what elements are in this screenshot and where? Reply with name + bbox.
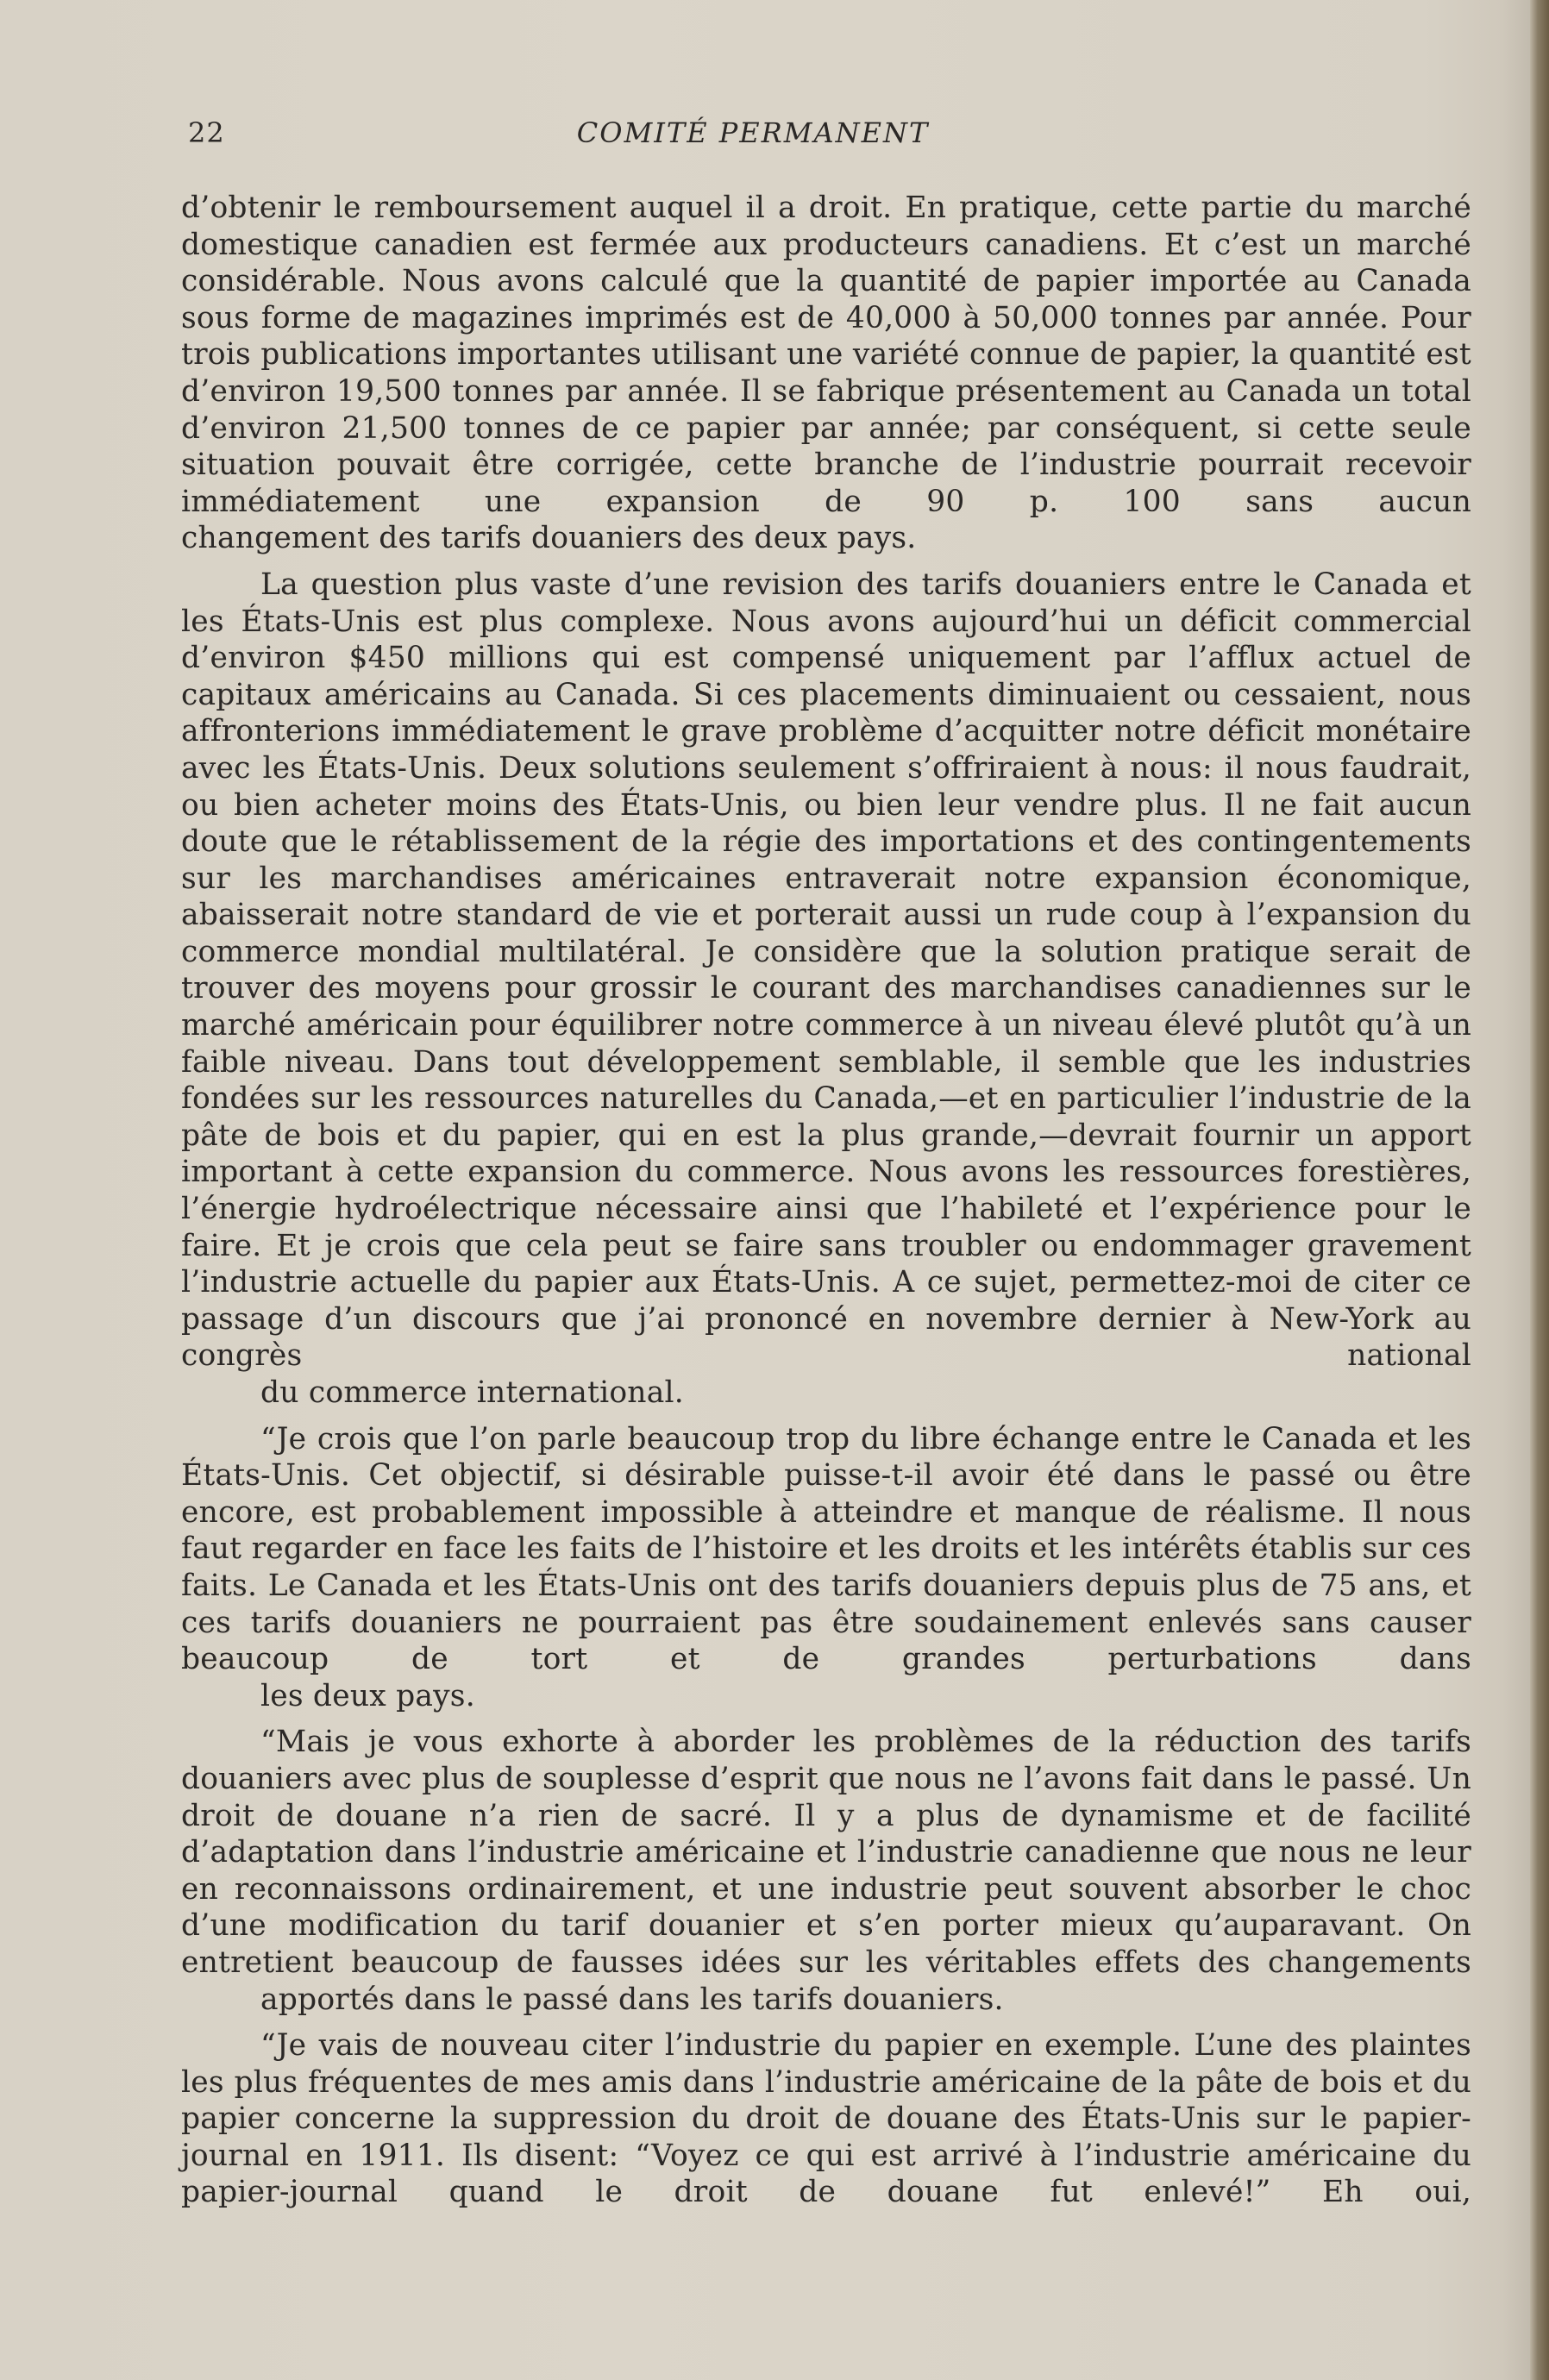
paragraph-1-text: d’obtenir le remboursement auquel il a droit. En pratique, cette partie du marché domestique canadien est fermée aux producteurs canadiens. Et c’est un marché considérable. Nous avons calculé que la quantité de papier importée au Canada sous forme de magazines imprimés est de 40,000 à 50,000 tonnes par année. Pour trois publications importantes utilisant une variété connue de papier, la quantité est d’environ 19,500 tonnes par année. Il se fabrique présentement au Canada un total d’environ 21,500 tonnes de ce papier par année; par conséquent, si cette seule situation pouvait être corrigée, cette branche de l’industrie pourrait recevoir immédiatement une expansion de 90 p. 100 sans aucun	[181, 191, 1471, 519]
page-binding-edge	[1530, 0, 1549, 2380]
paragraph-1-last-line: changement des tarifs douaniers des deux pays.	[181, 521, 917, 556]
page-number: 22	[188, 116, 225, 149]
paragraph-1	[181, 190, 1471, 557]
body-text	[181, 190, 1471, 2220]
paragraph-4-text: “Mais je vous exhorte à aborder les problèmes de la réduction des tarifs douaniers avec plus de souplesse d’esprit que nous ne l’avons fait dans le passé. Un droit de douane n’a rien de sacré. Il y a plus de dynamisme et de facilité d’adaptation dans l’industrie américaine et l’industrie canadienne que nous ne leur en reconnaissons ordinairement, et une industrie peut souvent absorber le choc d’une modification du tarif douanier et s’en porter mieux qu’auparavant. On entretient beaucoup de fausses idées sur les véritables effets des changements	[181, 1725, 1471, 1980]
paragraph-2-text: La question plus vaste d’une revision des tarifs douaniers entre le Canada et les États-Unis est plus complexe. Nous avons aujourd’hui un déficit commercial d’environ $450 millions qui est compensé uniquement par l’afflux actuel de capitaux américains au Canada. Si ces placements diminuaient ou cessaient, nous affronterions immédiatement le grave problème d’acquitter notre déficit monétaire avec les États-Unis. Deux solutions seulement s’offriraient à nous: il nous faudrait, ou bien acheter moins des États-Unis, ou bien leur vendre plus. Il ne fait aucun doute que le rétablissement de la régie des importations et des contingentements sur les marchandises américaines entraverait notre expansion économique, abaisserait notre standard de vie et porterait aussi un rude coup à l’expansion du commerce mondial multilatéral. Je considère que la solution pratique serait de trouver des moyens pour grossir le courant des marchandises canadiennes sur le marché américain pour équilibrer notre commerce à un niveau élevé plutôt qu’à un faible niveau. Dans tout développement semblable, il semble que les industries fondées sur les ressources naturelles du Canada,—et en particulier l’industrie de la pâte de bois et du papier, qui en est la plus grande,—devrait fournir un apport important à cette expansion du commerce. Nous avons les ressources forestières, l’énergie hydroélectrique nécessaire ainsi que l’habileté et l’expérience pour le faire. Et je crois que cela peut se faire sans troubler ou endommager gravement l’industrie actuelle du papier aux États-Unis. A ce sujet, permettez-moi de citer ce passage d’un discours que j’ai prononcé en novembre dernier à New-York au congrès national	[181, 567, 1471, 1374]
paragraph-3-text: “Je crois que l’on parle beaucoup trop du libre échange entre le Canada et les États-Unis. Cet objectif, si désirable puisse-t-il avoir été dans le passé ou être encore, est probablement impossible à atteindre et manque de réalisme. Il nous faut regarder en face les faits de l’histoire et les droits et les intérêts établis sur ces faits. Le Canada et les États-Unis ont des tarifs douaniers depuis plus de 75 ans, et ces tarifs douaniers ne pourraient pas être soudainement enlevés sans causer beaucoup de tort et de grandes perturbations dans	[181, 1421, 1471, 1677]
paragraph-5-text: “Je vais de nouveau citer l’industrie du papier en exemple. L’une des plaintes les plus fréquentes de mes amis dans l’industrie américaine de la pâte de bois et du papier concerne la suppression du droit de douane des États-Unis sur le papier-journal en 1911. Ils disent: “Voyez ce qui est arrivé à l’industrie américaine du papier-journal quand le droit de douane fut enlevé!” Eh oui,	[181, 2028, 1471, 2210]
running-head: COMITÉ PERMANENT	[576, 116, 930, 149]
paragraph-2-last-line: du commerce international.	[260, 1375, 684, 1410]
paragraph-2	[181, 567, 1471, 1412]
paragraph-3-last-line: les deux pays.	[260, 1678, 475, 1713]
paragraph-3	[181, 1421, 1471, 1715]
paragraph-4-last-line: apportés dans le passé dans les tarifs douaniers.	[260, 1982, 1004, 2017]
page-header	[188, 116, 1473, 154]
paragraph-4	[181, 1724, 1471, 2018]
paragraph-5	[181, 2027, 1471, 2211]
